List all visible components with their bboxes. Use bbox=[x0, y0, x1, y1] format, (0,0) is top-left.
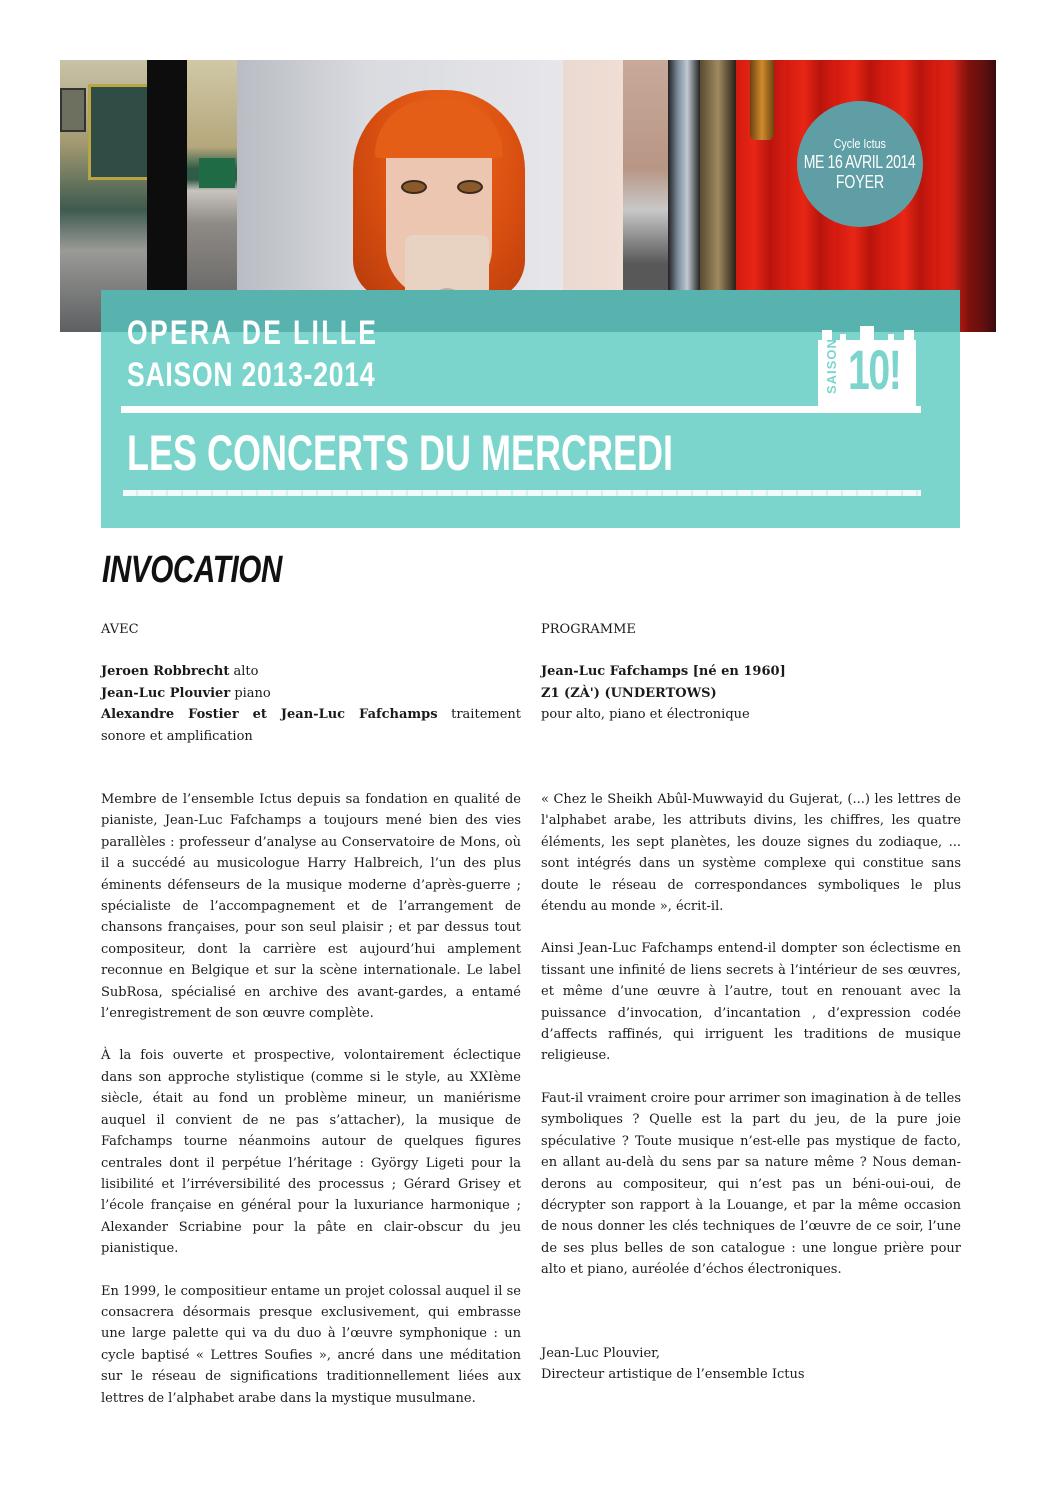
performer-name: Jeroen Robbrecht bbox=[101, 664, 230, 680]
banner-divider bbox=[121, 406, 921, 413]
event-date-badge bbox=[797, 101, 923, 227]
performer-role: piano bbox=[230, 685, 271, 701]
programme-label: PROGRAMME bbox=[541, 622, 636, 637]
badge-venue: FOYER bbox=[835, 172, 885, 192]
performer-role: alto bbox=[229, 664, 259, 680]
performer-item bbox=[101, 661, 521, 682]
notes-paragraph: Faut-il vraiment croire pour arrimer son imagination à de telles symboliques ? Quelle est la part du jeu, de la pure joie spéculative ? Toute musique n’est-elle pas mystique de facto, en allant au-delà du sens par sa nature même ? Nous deman-derons au compositeur, qui n’est pas un béni-oui-oui, de décrypter son rapport à la Louange, et par la même occasion de nous donner les clés techniques de l’œuvre de ce soir, l’une de ses plus belles de son catalogue : une longue prière pour alto et piano, auréolée d’échos électroniques. bbox=[541, 1090, 961, 1278]
header-banner bbox=[101, 290, 960, 528]
performer-item bbox=[101, 704, 521, 747]
logo-number: 10! bbox=[848, 338, 901, 401]
performer-role: traitement sonore et amplification bbox=[101, 707, 522, 744]
banner-series-title: LES CONCERTS DU MERCREDI bbox=[127, 425, 674, 481]
programme-composer: Jean-Luc Fafchamps [né en 1960] bbox=[541, 664, 786, 680]
biography-column bbox=[101, 789, 521, 1409]
biography-paragraph: À la fois ouverte et prospective, volontairement éclectique dans son approche stylistique (comme si le style, au XXIème siècle, était au fond un problème mineur, un maniérisme auquel il convient de ne pas s’attacher), la musique de Fafchamps tourne néanmoins autour de quelques figures centrales dont il perpétue l’héritage : György Ligeti pour la lisibilité et l’irréversibilité des processus ; Gérard Grisey et l’école française en général pour la luxuriance harmonique ; Alexander Scriabine pour la pâte en clair-obscur du jeu pianistique. bbox=[101, 1048, 521, 1257]
performer-item bbox=[101, 683, 521, 704]
badge-date: ME 16 AVRIL 2014 bbox=[804, 152, 916, 172]
logo-saison-text: SAISON bbox=[824, 338, 839, 394]
saison-10-logo bbox=[818, 326, 916, 406]
performer-name: Alexandre Fostier et Jean-Luc Fafchamps bbox=[101, 707, 438, 723]
notes-paragraph: « Chez le Sheikh Abûl-Muwwayid du Gujerat, (...) les lettres de l'alphabet arabe, les attributs divins, les chiffres, les quatre éléments, les sept planètes, les douze signes du zodiaque, ... sont intégrés dans un système complexe qui constitue sans doute le réseau de correspondances symboliques le plus étendu au monde », écrit-il. bbox=[541, 792, 961, 915]
biography-paragraph: Membre de l’ensemble Ictus depuis sa fondation en qualité de pianiste, Jean-Luc Fafchamps a toujours mené bien des vies parallèles : professeur d’analyse au Conservatoire de Mons, où il a succédé au musicologue Harry Halbreich, l’un des plus éminents défenseurs de la musique moderne d’après-guerre ; spécialiste de l’accompagnement et de l’arrangement de chansons françaises, pour son seul plaisir ; et par dessus tout compositeur, dont la carrière est aujourd’hui amplement reconnue en Belgique et sur la scène internationale. Le label SubRosa, spécialisé en archive des avant-gardes, a entamé l’enregistrement de son œuvre complète. bbox=[101, 792, 521, 1022]
biography-paragraph: En 1999, le compositieur entame un projet colossal auquel il se consacrera désormais presque exclusivement, qui embrasse une large palette qui va du duo à l’œuvre symphonique : un cycle baptisé « Lettres Soufies », ancré dans une méditation sur le réseau de significations traditionnellement liées aux lettres de l’alphabet arabe dans la mystique musulmane. bbox=[101, 1283, 521, 1406]
signature-title: Directeur artistique de l’ensemble Ictus bbox=[541, 1367, 805, 1383]
notes-column bbox=[541, 789, 961, 1281]
badge-cycle: Cycle Ictus bbox=[833, 136, 887, 151]
banner-season: SAISON 2013-2014 bbox=[127, 356, 376, 394]
avec-label: AVEC bbox=[101, 622, 139, 637]
signature-block bbox=[541, 1343, 961, 1386]
programme-section bbox=[541, 619, 961, 726]
photo-wall-lamp bbox=[750, 60, 774, 140]
avec-section bbox=[101, 619, 521, 747]
concert-title: INVOCATION bbox=[102, 549, 282, 591]
signature-name: Jean-Luc Plouvier, bbox=[541, 1346, 661, 1361]
photo-woman-red-hair bbox=[353, 90, 525, 310]
banner-venue: OPERA DE LILLE bbox=[127, 314, 379, 352]
programme-work-title: Z1 (ZÀ') (UNDERTOWS) bbox=[541, 685, 717, 701]
performer-name: Jean-Luc Plouvier bbox=[101, 685, 231, 701]
notes-paragraph: Ainsi Jean-Luc Fafchamps entend-il dompter son éclectisme en tissant une infinité de liens secrets à l’intérieur de ses œuvres, et même d’une œuvre à l’autre, tout en renouant avec la puissance d’invocation, d’incantation , d’expression codée d’affects raffinés, qui irriguent les traditions de musique religieuse. bbox=[541, 941, 961, 1064]
programme-instrumentation: pour alto, piano et électronique bbox=[541, 707, 750, 723]
banner-dotted-divider bbox=[123, 490, 921, 496]
